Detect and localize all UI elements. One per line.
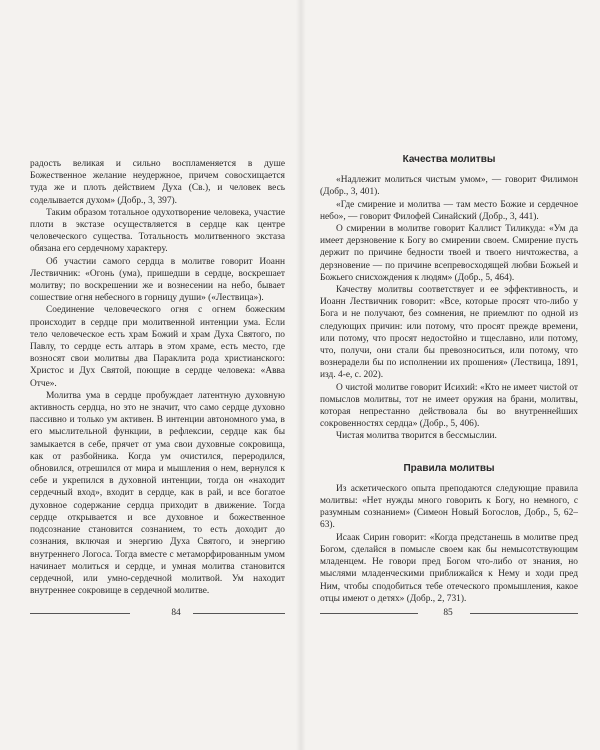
right-paragraph: Исаак Сирин говорит: «Когда предстанешь в молитве пред Богом, сделайся в помысле своем как бы немысотствующим младенцем. Не говори пред Богом что-либо от знания, но мыслями младенческими приближайся к Нему и ходи пред Ним, чтобы сподобиться тебе отеческого промышления, какое отцы имеют о детях» (Добр., 2, 731). (320, 532, 578, 604)
right-paragraph: Качеству молитвы соответствует и ее эффективность, и Иоанн Лествичник говорит: «Все, которые просят что-либо у Бога и не получают, без сомнения, не приемлют по одной из следующих причин: или потому, что просят прежде времени, или потому, что просят недостойно и тщеславно, или потому, что, получи, они стали бы превозноситься, или потому, что вознерадели бы по исполнении их прошения» (Лествица, 1891, изд. 4-е, с. 202). (320, 285, 578, 381)
section-heading: Правила молитвы (403, 462, 495, 474)
right-paragraph: «Надлежит молиться чистым умом», — говорит Филимон (Добр., 3, 401). (320, 175, 578, 198)
right-paragraph: О смирении в молитве говорит Каллист Тиликуда: «Ум да имеет дерзновение к Богу во смирении своем. Смирение пусть держит по причине бедности твоей и твоего ничтожества, а дерзновение — по причине всепревосходящей любви Божьей и Божьего снисхождения к людям» (Добр., 5, 464). (320, 224, 578, 283)
left-paragraph: Таким образом тотальное одухотворение человека, участие плоти в экстазе осуществляется в сердце как центре человеческого существа. Тотальность молитвенного экстаза обязана его сердечному характеру. (30, 207, 285, 255)
right-page-body (320, 150, 578, 605)
right-paragraph: Из аскетического опыта преподаются следующие правила молитвы: «Нет нужды много говорить к Богу, но немного, с разумным сознанием» (Симеон Новый Богослов, Добр., 5, 62–63). (320, 483, 578, 531)
left-page-number: 84 (171, 608, 181, 618)
right-paragraph: «Где смирение и молитва — там место Божие и сердечное небо», — говорит Филофей Синайский (Добр., 3, 441). (320, 199, 578, 222)
left-footer-rule (30, 613, 130, 614)
right-paragraph: О чистой молитве говорит Исихий: «Кто не имеет чистой от помыслов молитвы, тот не имеет оружия на брани, молитвы, которая непрестанно действовала бы во внутреннейших сокровенностях сердца» (Добр., 5, 406). (320, 382, 578, 430)
left-page-body (30, 158, 285, 597)
left-footer-rule (193, 613, 285, 614)
book-gutter (296, 0, 306, 750)
left-paragraph: Соединение человеческого огня с огнем божеским происходит в сердце при молитвенной интенции ума. Если тело человеческое есть храм Божий и храм Духа Святого, по Павлу, то сердце есть алтарь в этом храме, есть место, где возносят свои молитвы два Параклита рода христианского: Христос и Дух Святой, поющие в сердце человека: «Авва Отче». (30, 305, 285, 389)
right-paragraph: Чистая молитва творится в бессмыслии. (336, 431, 497, 442)
right-footer-rule (470, 613, 578, 614)
left-paragraph: Молитва ума в сердце пробуждает латентную духовную активность сердца, но это не значит, что само сердце духовно пассивно и только ум активен. В интенции автономного ума, в его мыслительной функции, в рефлексии, сердце как бы замыкается в себе, прячет от ума свои духовные сокровища, как от разбойника. Когда ум очистился, переродился, обновился, отрешился от мира и мышления о нем, вернулся к себе и укрепился в духовной интенции, тогда он «находит сердечный вход», входит в сердце, как в рай, и все богатое духовное содержание сердца приходит в движение. Тогда сердце открывается и все духовное и божественное подсознание становится сознанием, то есть доходит до сознания, включая и энергию Духа Святого, и энергию внутреннего Логоса. Тогда вместе с метаморфированным умом начинает молиться и сердце, и умная молитва становится сердечной, или умно-сердечной молитвой. Ум находит внутреннее сокровище в сердечной молитве. (30, 390, 285, 597)
right-page-number: 85 (443, 608, 453, 618)
left-paragraph: Об участии самого сердца в молитве говорит Иоанн Лествичник: «Огонь (ума), пришедши в сердце, воскрешает молитву; по воскрешении же и вознесении на небо, бывает сошествие огня небесного в горницу души» («Лествица»). (30, 256, 285, 304)
left-paragraph: радость великая и сильно воспламеняется в душе Божественное желание неудержное, причем совосхищается туда же и плоть действием Духа (Св.), и человек весь соделывается духом» (Добр., 3, 397). (30, 159, 285, 206)
section-heading: Качества молитвы (402, 154, 496, 165)
